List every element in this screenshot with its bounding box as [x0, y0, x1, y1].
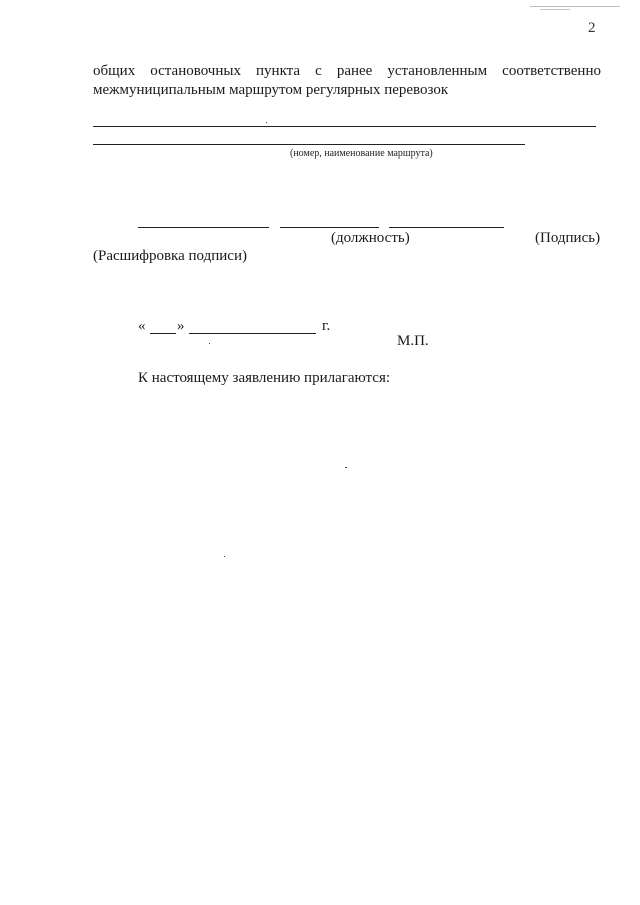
- attachments-text: К настоящему заявлению прилагаются:: [138, 370, 391, 386]
- scan-artifact: [530, 6, 620, 7]
- position-fill-line: [138, 227, 269, 228]
- route-fill-line-1: [93, 126, 596, 127]
- scan-speck: [224, 556, 225, 557]
- decoding-fill-line: [389, 227, 504, 228]
- year-suffix: г.: [322, 318, 331, 334]
- route-caption: (номер, наименование маршрута): [290, 148, 433, 159]
- decoding-label: (Расшифровка подписи): [93, 248, 247, 264]
- scan-speck: [209, 343, 210, 344]
- signature-label: (Подпись): [535, 230, 601, 246]
- position-label: (должность): [331, 230, 410, 246]
- month-year-fill-line: [189, 333, 316, 334]
- scan-speck: [345, 467, 347, 468]
- route-fill-line-2: [93, 144, 525, 145]
- date-open-quote: «: [138, 318, 146, 334]
- signature-fill-line: [280, 227, 379, 228]
- day-fill-line: [150, 333, 176, 334]
- date-close-quote: »: [177, 318, 185, 334]
- paragraph-line-1: общих остановочных пункта с ранее установленным соответственно: [93, 63, 601, 79]
- page-number: 2: [588, 20, 596, 36]
- scan-speck: [266, 122, 267, 123]
- paragraph-line-2: межмуниципальным маршрутом регулярных перевозок: [93, 82, 449, 98]
- scan-artifact: [540, 9, 570, 10]
- stamp-label: М.П.: [397, 333, 429, 349]
